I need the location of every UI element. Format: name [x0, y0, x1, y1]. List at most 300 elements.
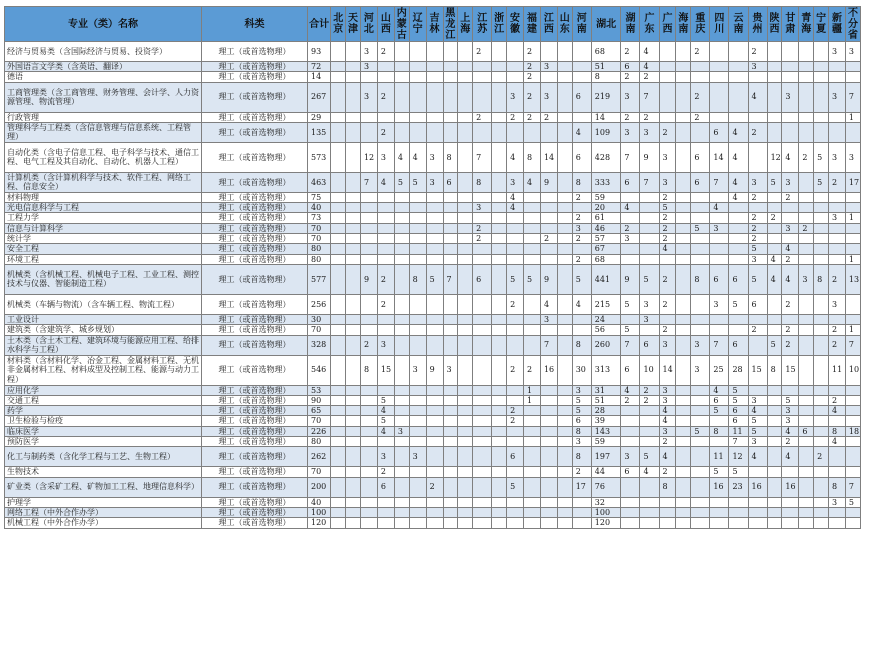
province-quota-cell: 5 — [621, 294, 640, 314]
province-quota-cell — [458, 447, 473, 467]
province-quota-cell — [346, 254, 361, 264]
province-quota-cell — [814, 467, 829, 477]
province-quota-cell — [492, 62, 507, 72]
province-quota-cell — [814, 234, 829, 244]
province-quota-cell — [814, 426, 829, 436]
province-quota-cell — [331, 42, 346, 62]
province-quota-cell — [748, 112, 767, 122]
province-quota-cell: 5 — [748, 426, 767, 436]
province-quota-cell: 5 — [507, 264, 524, 294]
province-quota-cell — [409, 122, 426, 142]
province-quota-cell — [748, 497, 767, 507]
province-quota-cell — [346, 234, 361, 244]
province-quota-cell — [557, 213, 572, 223]
province-quota-cell: 24 — [591, 314, 621, 324]
province-quota-cell: 5 — [729, 467, 748, 477]
province-quota-cell — [346, 62, 361, 72]
total-cell: 70 — [307, 234, 330, 244]
province-quota-cell — [659, 507, 676, 517]
province-quota-cell — [394, 447, 409, 467]
province-quota-cell — [540, 518, 557, 528]
province-quota-cell — [458, 172, 473, 192]
subject-cell: 理工（或首选物理） — [202, 355, 308, 385]
province-quota-cell — [676, 507, 691, 517]
province-quota-cell: 8 — [572, 447, 591, 467]
province-quota-cell — [814, 72, 829, 82]
table-row — [5, 82, 861, 112]
province-quota-cell — [572, 497, 591, 507]
province-quota-cell: 2 — [377, 264, 394, 294]
province-quota-cell — [621, 254, 640, 264]
subject-cell: 理工（或首选物理） — [202, 467, 308, 477]
province-quota-cell — [394, 477, 409, 497]
province-quota-cell — [346, 325, 361, 335]
province-quota-cell — [621, 192, 640, 202]
province-quota-cell: 3 — [409, 447, 426, 467]
province-quota-cell — [360, 437, 377, 447]
province-quota-cell — [676, 335, 691, 355]
province-quota-cell: 4 — [782, 244, 799, 254]
province-quota-cell — [691, 244, 710, 254]
province-quota-cell: 2 — [828, 172, 845, 192]
province-quota-cell — [409, 244, 426, 254]
province-quota-cell — [828, 72, 845, 82]
province-quota-cell — [360, 213, 377, 223]
province-quota-cell — [331, 234, 346, 244]
province-quota-cell — [426, 203, 443, 213]
province-quota-cell — [458, 203, 473, 213]
province-quota-cell — [845, 467, 860, 477]
subject-cell: 理工（或首选物理） — [202, 234, 308, 244]
major-name-cell: 机械工程（中外合作办学） — [5, 518, 202, 528]
province-quota-cell — [799, 112, 814, 122]
province-quota-cell: 2 — [748, 234, 767, 244]
province-quota-cell: 428 — [591, 142, 621, 172]
province-quota-cell: 6 — [572, 82, 591, 112]
province-quota-cell — [845, 72, 860, 82]
province-quota-cell: 2 — [426, 477, 443, 497]
province-quota-cell — [782, 314, 799, 324]
province-quota-cell: 2 — [507, 406, 524, 416]
province-quota-cell — [767, 467, 782, 477]
major-name-cell: 光电信息科学与工程 — [5, 203, 202, 213]
province-quota-cell — [729, 507, 748, 517]
province-quota-cell — [492, 518, 507, 528]
province-quota-cell — [360, 203, 377, 213]
province-quota-cell — [540, 192, 557, 202]
province-quota-cell — [443, 234, 458, 244]
major-name-cell: 临床医学 — [5, 426, 202, 436]
province-quota-cell — [409, 507, 426, 517]
province-quota-cell — [845, 62, 860, 72]
province-quota-cell — [473, 385, 492, 395]
province-quota-cell: 6 — [691, 142, 710, 172]
enrollment-plan-table-container — [4, 6, 861, 529]
province-quota-cell: 2 — [507, 416, 524, 426]
table-row — [5, 42, 861, 62]
province-quota-cell: 4 — [828, 406, 845, 416]
province-quota-cell — [676, 82, 691, 112]
province-quota-cell — [799, 406, 814, 416]
province-quota-cell — [360, 416, 377, 426]
province-quota-cell — [814, 203, 829, 213]
province-quota-cell: 59 — [591, 192, 621, 202]
province-quota-cell — [507, 244, 524, 254]
province-quota-cell — [394, 203, 409, 213]
province-quota-cell — [473, 82, 492, 112]
province-quota-cell — [458, 355, 473, 385]
province-quota-cell — [659, 497, 676, 507]
province-quota-cell — [557, 426, 572, 436]
province-quota-cell — [331, 244, 346, 254]
table-row — [5, 223, 861, 233]
province-quota-cell — [814, 395, 829, 405]
province-quota-cell — [640, 223, 659, 233]
province-quota-cell — [394, 82, 409, 112]
province-quota-cell: 2 — [782, 335, 799, 355]
province-quota-cell: 2 — [748, 192, 767, 202]
province-quota-cell — [710, 518, 729, 528]
province-quota-cell: 6 — [507, 447, 524, 467]
province-quota-cell — [409, 82, 426, 112]
province-quota-cell: 3 — [828, 294, 845, 314]
province-quota-cell — [492, 112, 507, 122]
province-quota-cell — [394, 244, 409, 254]
province-quota-cell — [782, 62, 799, 72]
subject-cell: 理工（或首选物理） — [202, 385, 308, 395]
province-quota-cell: 32 — [591, 497, 621, 507]
province-quota-cell — [621, 426, 640, 436]
province-quota-cell — [426, 497, 443, 507]
province-quota-cell: 2 — [659, 213, 676, 223]
total-cell: 53 — [307, 385, 330, 395]
province-quota-cell: 2 — [572, 254, 591, 264]
major-name-cell: 材料类（含材料化学、冶金工程、金属材料工程、无机非金属材料工程、材料成型及控制工程、能源与动力工程） — [5, 355, 202, 385]
major-name-cell: 统计学 — [5, 234, 202, 244]
province-quota-cell — [458, 497, 473, 507]
province-quota-cell: 4 — [748, 406, 767, 416]
province-quota-cell — [360, 122, 377, 142]
province-quota-cell: 2 — [540, 234, 557, 244]
province-quota-cell — [691, 507, 710, 517]
province-quota-cell: 2 — [377, 122, 394, 142]
table-row — [5, 203, 861, 213]
province-quota-cell — [799, 213, 814, 223]
province-quota-cell — [767, 72, 782, 82]
province-quota-cell: 4 — [828, 437, 845, 447]
province-quota-cell — [426, 42, 443, 62]
province-quota-cell — [524, 467, 541, 477]
province-quota-cell — [540, 223, 557, 233]
major-name-cell: 安全工程 — [5, 244, 202, 254]
header-province: 山西 — [377, 7, 394, 42]
province-quota-cell: 3 — [659, 335, 676, 355]
province-quota-cell — [640, 406, 659, 416]
province-quota-cell — [331, 122, 346, 142]
province-quota-cell — [409, 416, 426, 426]
province-quota-cell — [767, 223, 782, 233]
province-quota-cell: 441 — [591, 264, 621, 294]
province-quota-cell: 2 — [572, 467, 591, 477]
province-quota-cell: 2 — [691, 42, 710, 62]
province-quota-cell — [540, 467, 557, 477]
province-quota-cell — [640, 477, 659, 497]
subject-cell: 理工（或首选物理） — [202, 294, 308, 314]
province-quota-cell: 8 — [409, 264, 426, 294]
province-quota-cell — [377, 223, 394, 233]
province-quota-cell — [845, 416, 860, 426]
header-province: 山东 — [557, 7, 572, 42]
province-quota-cell — [492, 406, 507, 416]
province-quota-cell: 2 — [473, 234, 492, 244]
province-quota-cell — [540, 406, 557, 416]
province-quota-cell — [507, 254, 524, 264]
major-name-cell: 交通工程 — [5, 395, 202, 405]
province-quota-cell — [524, 244, 541, 254]
province-quota-cell: 1 — [845, 325, 860, 335]
province-quota-cell — [473, 518, 492, 528]
province-quota-cell — [360, 294, 377, 314]
province-quota-cell — [557, 172, 572, 192]
province-quota-cell — [676, 518, 691, 528]
province-quota-cell — [473, 335, 492, 355]
province-quota-cell: 7 — [621, 335, 640, 355]
header-province: 福建 — [524, 7, 541, 42]
province-quota-cell: 2 — [507, 112, 524, 122]
province-quota-cell — [492, 172, 507, 192]
province-quota-cell: 6 — [621, 467, 640, 477]
province-quota-cell — [360, 192, 377, 202]
province-quota-cell — [443, 244, 458, 254]
total-cell: 80 — [307, 244, 330, 254]
province-quota-cell: 3 — [828, 497, 845, 507]
province-quota-cell — [443, 477, 458, 497]
province-quota-cell: 4 — [507, 192, 524, 202]
table-row — [5, 395, 861, 405]
province-quota-cell — [691, 314, 710, 324]
province-quota-cell — [426, 335, 443, 355]
province-quota-cell — [676, 325, 691, 335]
province-quota-cell — [557, 477, 572, 497]
province-quota-cell — [443, 518, 458, 528]
major-name-cell: 生物技术 — [5, 467, 202, 477]
province-quota-cell — [572, 112, 591, 122]
province-quota-cell: 8 — [591, 72, 621, 82]
province-quota-cell — [729, 244, 748, 254]
major-name-cell: 预防医学 — [5, 437, 202, 447]
province-quota-cell — [394, 192, 409, 202]
province-quota-cell: 5 — [572, 395, 591, 405]
header-province: 新疆 — [828, 7, 845, 42]
province-quota-cell — [458, 335, 473, 355]
province-quota-cell — [377, 244, 394, 254]
total-cell: 29 — [307, 112, 330, 122]
province-quota-cell — [845, 294, 860, 314]
province-quota-cell: 3 — [659, 385, 676, 395]
major-name-cell: 卫生检验与检疫 — [5, 416, 202, 426]
province-quota-cell: 2 — [659, 294, 676, 314]
province-quota-cell: 4 — [659, 244, 676, 254]
province-quota-cell — [710, 112, 729, 122]
province-quota-cell: 3 — [640, 314, 659, 324]
province-quota-cell — [458, 112, 473, 122]
province-quota-cell: 3 — [748, 62, 767, 72]
province-quota-cell — [492, 437, 507, 447]
province-quota-cell — [691, 192, 710, 202]
province-quota-cell — [426, 406, 443, 416]
province-quota-cell: 1 — [524, 395, 541, 405]
province-quota-cell: 2 — [782, 192, 799, 202]
province-quota-cell: 2 — [659, 437, 676, 447]
province-quota-cell — [557, 254, 572, 264]
province-quota-cell: 7 — [845, 477, 860, 497]
province-quota-cell — [331, 192, 346, 202]
province-quota-cell — [426, 314, 443, 324]
province-quota-cell — [346, 244, 361, 254]
province-quota-cell — [426, 294, 443, 314]
province-quota-cell — [799, 355, 814, 385]
province-quota-cell — [492, 82, 507, 112]
province-quota-cell — [458, 122, 473, 142]
province-quota-cell — [828, 203, 845, 213]
province-quota-cell — [691, 395, 710, 405]
province-quota-cell: 18 — [845, 426, 860, 436]
province-quota-cell — [782, 213, 799, 223]
province-quota-cell: 4 — [394, 142, 409, 172]
province-quota-cell — [473, 213, 492, 223]
province-quota-cell — [524, 223, 541, 233]
major-name-cell: 矿业类（含采矿工程、矿物加工工程、地理信息科学） — [5, 477, 202, 497]
province-quota-cell: 1 — [845, 254, 860, 264]
province-quota-cell — [346, 437, 361, 447]
province-quota-cell — [828, 192, 845, 202]
province-quota-cell — [845, 518, 860, 528]
province-quota-cell — [572, 518, 591, 528]
province-quota-cell: 5 — [691, 223, 710, 233]
province-quota-cell — [621, 213, 640, 223]
province-quota-cell — [845, 437, 860, 447]
province-quota-cell — [799, 122, 814, 142]
province-quota-cell: 3 — [409, 355, 426, 385]
province-quota-cell — [409, 406, 426, 416]
province-quota-cell — [572, 62, 591, 72]
province-quota-cell — [640, 244, 659, 254]
province-quota-cell — [473, 62, 492, 72]
province-quota-cell — [676, 437, 691, 447]
table-row — [5, 355, 861, 385]
province-quota-cell — [346, 122, 361, 142]
province-quota-cell — [691, 213, 710, 223]
province-quota-cell: 76 — [591, 477, 621, 497]
province-quota-cell: 313 — [591, 355, 621, 385]
province-quota-cell: 4 — [572, 122, 591, 142]
province-quota-cell: 2 — [621, 112, 640, 122]
province-quota-cell — [394, 467, 409, 477]
province-quota-cell — [748, 314, 767, 324]
province-quota-cell — [557, 395, 572, 405]
province-quota-cell — [524, 234, 541, 244]
province-quota-cell — [729, 82, 748, 112]
province-quota-cell — [710, 42, 729, 62]
province-quota-cell: 6 — [572, 142, 591, 172]
province-quota-cell — [767, 203, 782, 213]
province-quota-cell — [640, 518, 659, 528]
province-quota-cell — [710, 497, 729, 507]
province-quota-cell — [729, 314, 748, 324]
province-quota-cell — [676, 395, 691, 405]
province-quota-cell — [572, 325, 591, 335]
province-quota-cell — [409, 426, 426, 436]
province-quota-cell — [572, 72, 591, 82]
province-quota-cell: 51 — [591, 395, 621, 405]
province-quota-cell — [710, 254, 729, 264]
province-quota-cell: 6 — [691, 172, 710, 192]
province-quota-cell — [331, 223, 346, 233]
province-quota-cell — [507, 518, 524, 528]
province-quota-cell: 1 — [845, 112, 860, 122]
province-quota-cell: 3 — [640, 122, 659, 142]
province-quota-cell: 2 — [473, 42, 492, 62]
table-row — [5, 426, 861, 436]
province-quota-cell: 5 — [409, 172, 426, 192]
header-province: 江西 — [540, 7, 557, 42]
province-quota-cell — [828, 234, 845, 244]
province-quota-cell: 4 — [640, 467, 659, 477]
province-quota-cell — [540, 385, 557, 395]
subject-cell: 理工（或首选物理） — [202, 62, 308, 72]
province-quota-cell — [409, 72, 426, 82]
province-quota-cell — [799, 507, 814, 517]
province-quota-cell: 4 — [507, 142, 524, 172]
province-quota-cell: 5 — [767, 172, 782, 192]
province-quota-cell: 5 — [572, 406, 591, 416]
province-quota-cell: 2 — [799, 142, 814, 172]
province-quota-cell — [540, 72, 557, 82]
province-quota-cell: 3 — [377, 142, 394, 172]
province-quota-cell — [540, 203, 557, 213]
province-quota-cell — [691, 325, 710, 335]
province-quota-cell: 6 — [640, 335, 659, 355]
province-quota-cell: 3 — [828, 213, 845, 223]
subject-cell: 理工（或首选物理） — [202, 416, 308, 426]
province-quota-cell — [799, 62, 814, 72]
province-quota-cell — [845, 244, 860, 254]
province-quota-cell — [659, 62, 676, 72]
province-quota-cell — [828, 122, 845, 142]
province-quota-cell — [710, 314, 729, 324]
table-row — [5, 314, 861, 324]
table-row — [5, 447, 861, 467]
province-quota-cell — [799, 497, 814, 507]
province-quota-cell — [557, 447, 572, 467]
province-quota-cell — [426, 437, 443, 447]
province-quota-cell — [443, 112, 458, 122]
province-quota-cell — [845, 314, 860, 324]
province-quota-cell — [572, 42, 591, 62]
province-quota-cell — [572, 244, 591, 254]
province-quota-cell: 9 — [360, 264, 377, 294]
province-quota-cell — [845, 234, 860, 244]
province-quota-cell — [473, 497, 492, 507]
total-cell: 40 — [307, 497, 330, 507]
province-quota-cell — [845, 192, 860, 202]
province-quota-cell: 1 — [524, 385, 541, 395]
total-cell: 256 — [307, 294, 330, 314]
province-quota-cell — [676, 203, 691, 213]
header-province: 吉林 — [426, 7, 443, 42]
province-quota-cell — [557, 82, 572, 112]
province-quota-cell — [473, 254, 492, 264]
